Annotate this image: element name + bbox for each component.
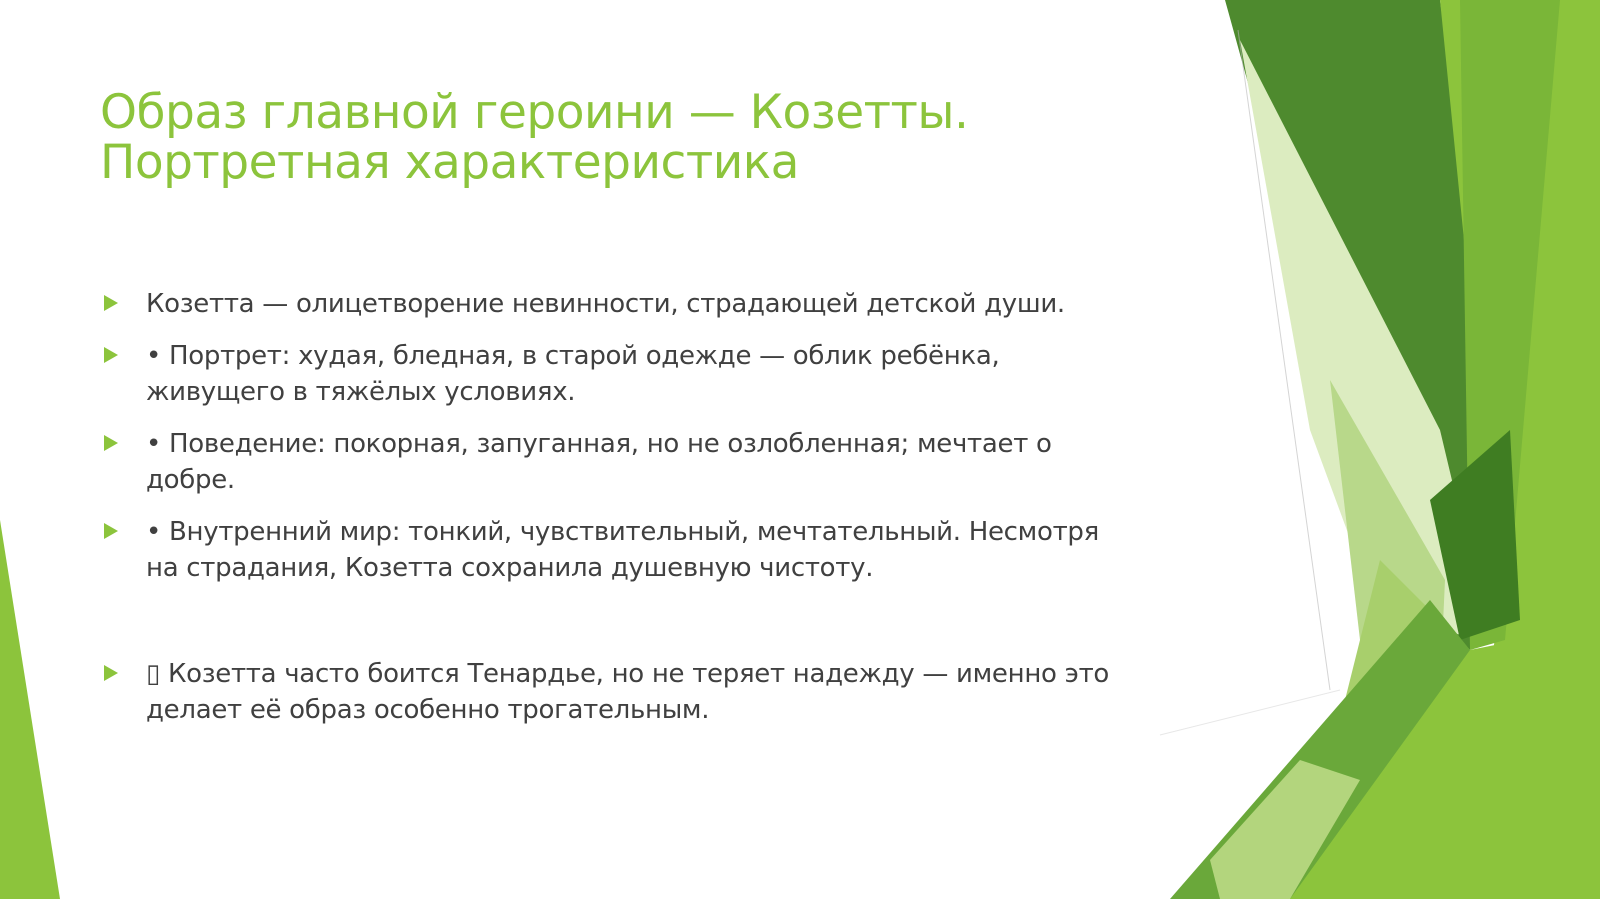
bullet-arrow-icon bbox=[104, 295, 118, 311]
bullet-text bbox=[146, 338, 1226, 410]
bullet-text-line: • Портрет: худая, бледная, в старой одежде — облик ребёнка, bbox=[146, 341, 1000, 371]
bullet-text bbox=[146, 514, 1226, 586]
bullet-text bbox=[146, 426, 1226, 498]
left-green-wedge bbox=[0, 520, 60, 899]
bullet-text-line: живущего в тяжёлых условиях. bbox=[146, 377, 576, 407]
bullet-arrow-icon bbox=[104, 347, 118, 363]
bullet-text-line: добре. bbox=[146, 465, 235, 495]
bullet-text bbox=[146, 656, 1226, 728]
bullet-text-line: • Внутренний мир: тонкий, чувствительный, мечтательный. Несмотря bbox=[146, 517, 1099, 547]
slide-title-line-1: Образ главной героини — Козетты. bbox=[100, 85, 969, 140]
bullet-arrow-icon bbox=[104, 523, 118, 539]
slide-title bbox=[100, 85, 1220, 190]
bullet-text-line: Козетта — олицетворение невинности, страдающей детской души. bbox=[146, 289, 1065, 319]
bullet-arrow-icon bbox=[104, 435, 118, 451]
bullet-text-line: на страдания, Козетта сохранила душевную чистоту. bbox=[146, 553, 874, 583]
bullet-text bbox=[146, 286, 1226, 322]
slide-title-line-2: Портретная характеристика bbox=[100, 135, 799, 190]
bullet-text-line: делает её образ особенно трогательным. bbox=[146, 695, 710, 725]
bullet-text-line: ▯ Козетта часто боится Тенардье, но не теряет надежду — именно это bbox=[146, 659, 1110, 689]
bullet-text-line: • Поведение: покорная, запуганная, но не озлобленная; мечтает о bbox=[146, 429, 1052, 459]
bullet-arrow-icon bbox=[104, 665, 118, 681]
